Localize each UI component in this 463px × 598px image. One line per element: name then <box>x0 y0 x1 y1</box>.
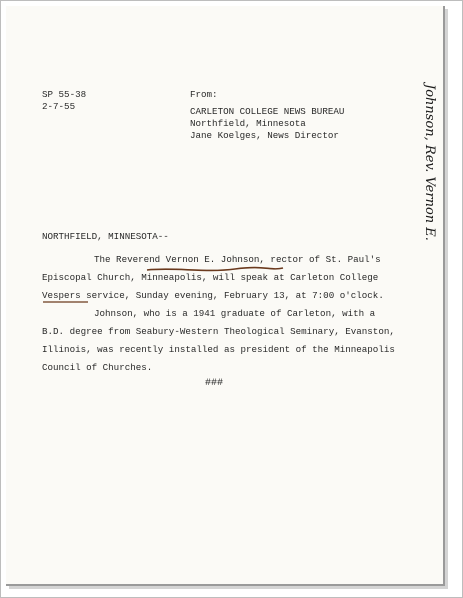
paragraph-1-line: Vespers service, Sunday evening, February 13, at 7:00 o'clock. <box>42 290 384 301</box>
bureau-name: CARLETON COLLEGE NEWS BUREAU <box>190 106 345 117</box>
paragraph-2-line: Illinois, was recently installed as president of the Minneapolis <box>42 344 395 355</box>
date-line: 2-7-55 <box>42 101 76 112</box>
bureau-director: Jane Koelges, News Director <box>190 130 339 141</box>
code-line: SP 55-38 <box>42 89 87 100</box>
bureau-location: Northfield, Minnesota <box>190 118 306 129</box>
paragraph-2-line: Johnson, who is a 1941 graduate of Carleton, with a <box>94 308 376 319</box>
document-code <box>42 89 86 113</box>
paragraph-2 <box>42 305 395 377</box>
handwritten-underline <box>145 262 285 276</box>
end-mark: ### <box>205 378 224 389</box>
from-label: From: <box>190 89 218 100</box>
handwritten-note-text: Johnson, Rev. Vernon E. <box>422 84 437 241</box>
paragraph-2-line: Council of Churches. <box>42 362 153 373</box>
paragraph-2-line: B.D. degree from Seabury-Western Theological Seminary, Evanston, <box>42 326 395 337</box>
dateline: NORTHFIELD, MINNESOTA-- <box>42 231 169 242</box>
paragraph-1-line: The Reverend Vernon E. Johnson, rector of St. Paul's <box>94 254 381 265</box>
bureau-block <box>190 106 344 142</box>
handwritten-note <box>418 80 448 260</box>
paragraph-1-line: Episcopal Church, Minneapolis, will speak at Carleton College <box>42 272 379 283</box>
paragraph-1 <box>42 251 384 305</box>
